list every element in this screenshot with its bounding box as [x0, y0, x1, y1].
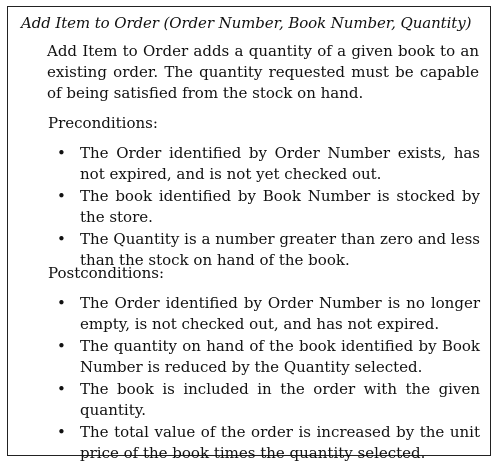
operation-title: Add Item to Order (Order Number, Book Number, Quantity) — [21, 14, 472, 32]
precondition-text: The book identified by Book Number is stocked by the store. — [80, 187, 480, 226]
postcondition-item — [48, 379, 480, 420]
precondition-item — [48, 143, 480, 184]
precondition-text: The Order identified by Order Number exists, has not expired, and is not yet checked out. — [80, 144, 480, 183]
postconditions-heading: Postconditions: — [48, 264, 165, 282]
bullet-icon: • — [57, 423, 66, 441]
bullet-icon: • — [57, 144, 66, 162]
operation-description: Add Item to Order adds a quantity of a given book to an existing order. The quantity requested must be capable of being satisfied from the stock on hand. — [47, 42, 479, 102]
postcondition-text: The total value of the order is increased by the unit price of the book times the quantity selected. — [80, 423, 480, 462]
bullet-icon: • — [57, 230, 66, 248]
postcondition-item — [48, 422, 480, 463]
spec-box — [7, 6, 491, 462]
postcondition-item — [48, 336, 480, 377]
postcondition-item — [48, 293, 480, 334]
postconditions-list — [48, 293, 480, 465]
preconditions-list — [48, 143, 480, 272]
postcondition-text: The book is included in the order with the given quantity. — [80, 380, 480, 419]
bullet-icon: • — [57, 187, 66, 205]
preconditions-heading: Preconditions: — [48, 114, 158, 132]
bullet-icon: • — [57, 380, 66, 398]
bullet-icon: • — [57, 337, 66, 355]
postcondition-text: The Order identified by Order Number is no longer empty, is not checked out, and has not expired. — [80, 294, 480, 333]
precondition-text: The Quantity is a number greater than zero and less than the stock on hand of the book. — [80, 230, 480, 269]
postcondition-text: The quantity on hand of the book identified by Book Number is reduced by the Quantity selected. — [80, 337, 480, 376]
precondition-item — [48, 186, 480, 227]
bullet-icon: • — [57, 294, 66, 312]
